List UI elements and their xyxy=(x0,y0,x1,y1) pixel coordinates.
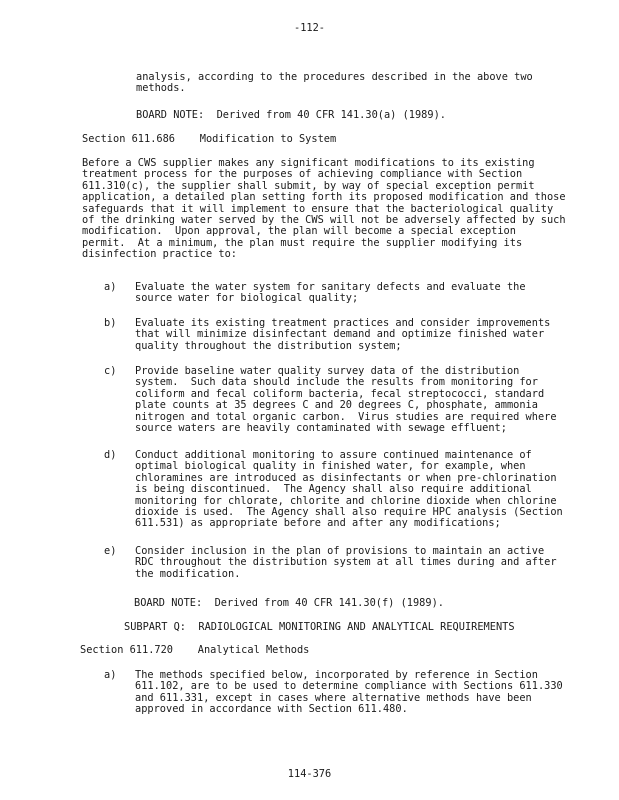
board-note xyxy=(134,598,444,609)
list-item-marker xyxy=(104,282,116,293)
text-line: source waters are heavily contaminated with sewage effluent; xyxy=(135,422,507,435)
text-line: the modification. xyxy=(135,567,241,580)
section-686-body xyxy=(82,158,566,261)
list-item xyxy=(135,670,563,716)
page-number-bottom: 114-376 xyxy=(287,768,332,780)
text-line: safeguards that it will implement to ensure that the bacteriological quality xyxy=(82,202,554,215)
board-note-text: BOARD NOTE: Derived from 40 CFR 141.30(a) (1989). xyxy=(136,109,446,121)
text-line: approved in accordance with Section 611.480. xyxy=(135,703,408,716)
text-line: source water for biological quality; xyxy=(135,292,359,305)
list-item xyxy=(135,318,550,352)
text-line: Before a CWS supplier makes any significant modifications to its existing xyxy=(82,157,535,169)
text-line: Evaluate the water system for sanitary defects and evaluate the xyxy=(135,281,526,293)
section-heading xyxy=(80,645,309,656)
section-686-heading: Section 611.686 Modification to System xyxy=(82,133,337,145)
text-line: monitoring for chlorate, chlorite and chlorine dioxide when chlorine xyxy=(135,494,557,507)
text-line: coliform and fecal coliform bacteria, fecal streptococci, standard xyxy=(135,387,545,400)
text-line: The methods specified below, incorporated by reference in Section xyxy=(135,669,538,681)
page-number-top: -112- xyxy=(294,22,325,34)
text-line: Evaluate its existing treatment practices and consider improvements xyxy=(135,317,551,329)
list-item-marker xyxy=(104,546,116,557)
item-marker-e: e) xyxy=(104,545,117,557)
board-note xyxy=(136,110,446,121)
text-line: dioxide is used. The Agency shall also require HPC analysis (Section xyxy=(135,506,563,519)
text-line: Consider inclusion in the plan of provisions to maintain an active xyxy=(135,545,545,557)
text-line: and 611.331, except in cases where alternative methods have been xyxy=(135,691,532,704)
text-line: permit. At a minimum, the plan must require the supplier modifying its xyxy=(82,236,523,249)
list-item xyxy=(135,366,557,434)
text-line: Conduct additional monitoring to assure continued maintenance of xyxy=(135,449,532,461)
text-line: optimal biological quality in finished water, for example, when xyxy=(135,460,526,473)
text-line: Provide baseline water quality survey data of the distribution xyxy=(135,365,520,377)
text-line: chloramines are introduced as disinfectants or when pre-chlorination xyxy=(135,471,557,484)
list-item xyxy=(135,546,557,580)
text-line: nitrogen and total organic carbon. Virus studies are required where xyxy=(135,410,557,423)
list-item xyxy=(135,282,526,305)
item-marker-a: a) xyxy=(104,281,117,293)
list-item-marker xyxy=(104,318,116,329)
continuation-paragraph xyxy=(136,72,533,95)
text-line: disinfection practice to: xyxy=(82,248,237,261)
text-line: system. Such data should include the results from monitoring for xyxy=(135,376,538,389)
text-line: 611.102, are to be used to determine compliance with Sections 611.330 xyxy=(135,680,563,693)
text-line: plate counts at 35 degrees C and 20 degrees C, phosphate, ammonia xyxy=(135,399,538,412)
item-marker-d: d) xyxy=(104,449,117,461)
text-line: analysis, according to the procedures described in the above two xyxy=(136,71,533,83)
subpart-heading xyxy=(124,622,515,633)
section-720-heading: Section 611.720 Analytical Methods xyxy=(80,644,310,656)
text-line: 611.531) as appropriate before and after any modifications; xyxy=(135,517,501,530)
board-note-text: BOARD NOTE: Derived from 40 CFR 141.30(f) (1989). xyxy=(134,597,444,609)
subpart-q-heading: SUBPART Q: RADIOLOGICAL MONITORING AND ANALYTICAL REQUIREMENTS xyxy=(124,621,515,633)
text-line: modification. Upon approval, the plan will become a special exception xyxy=(82,225,516,238)
item-marker-c: c) xyxy=(104,365,117,377)
item-marker-a: a) xyxy=(104,669,117,681)
item-marker-b: b) xyxy=(104,317,117,329)
text-line: is being discontinued. The Agency shall also require additional xyxy=(135,483,532,496)
list-item xyxy=(135,450,563,530)
list-item-marker xyxy=(104,450,116,461)
section-heading xyxy=(82,134,336,145)
text-line: treatment process for the purposes of achieving compliance with Section xyxy=(82,168,523,181)
text-line: of the drinking water served by the CWS will not be adversely affected by such xyxy=(82,214,566,227)
list-item-marker xyxy=(104,670,116,681)
text-line: quality throughout the distribution system; xyxy=(135,339,402,352)
text-line: 611.310(c), the supplier shall submit, by way of special exception permit xyxy=(82,179,535,192)
text-line: application, a detailed plan setting forth its proposed modification and those xyxy=(82,191,566,204)
text-line: RDC throughout the distribution system at all times during and after xyxy=(135,556,557,569)
text-line: methods. xyxy=(136,82,186,95)
text-line: that will minimize disinfectant demand and optimize finished water xyxy=(135,328,545,341)
list-item-marker xyxy=(104,366,116,377)
